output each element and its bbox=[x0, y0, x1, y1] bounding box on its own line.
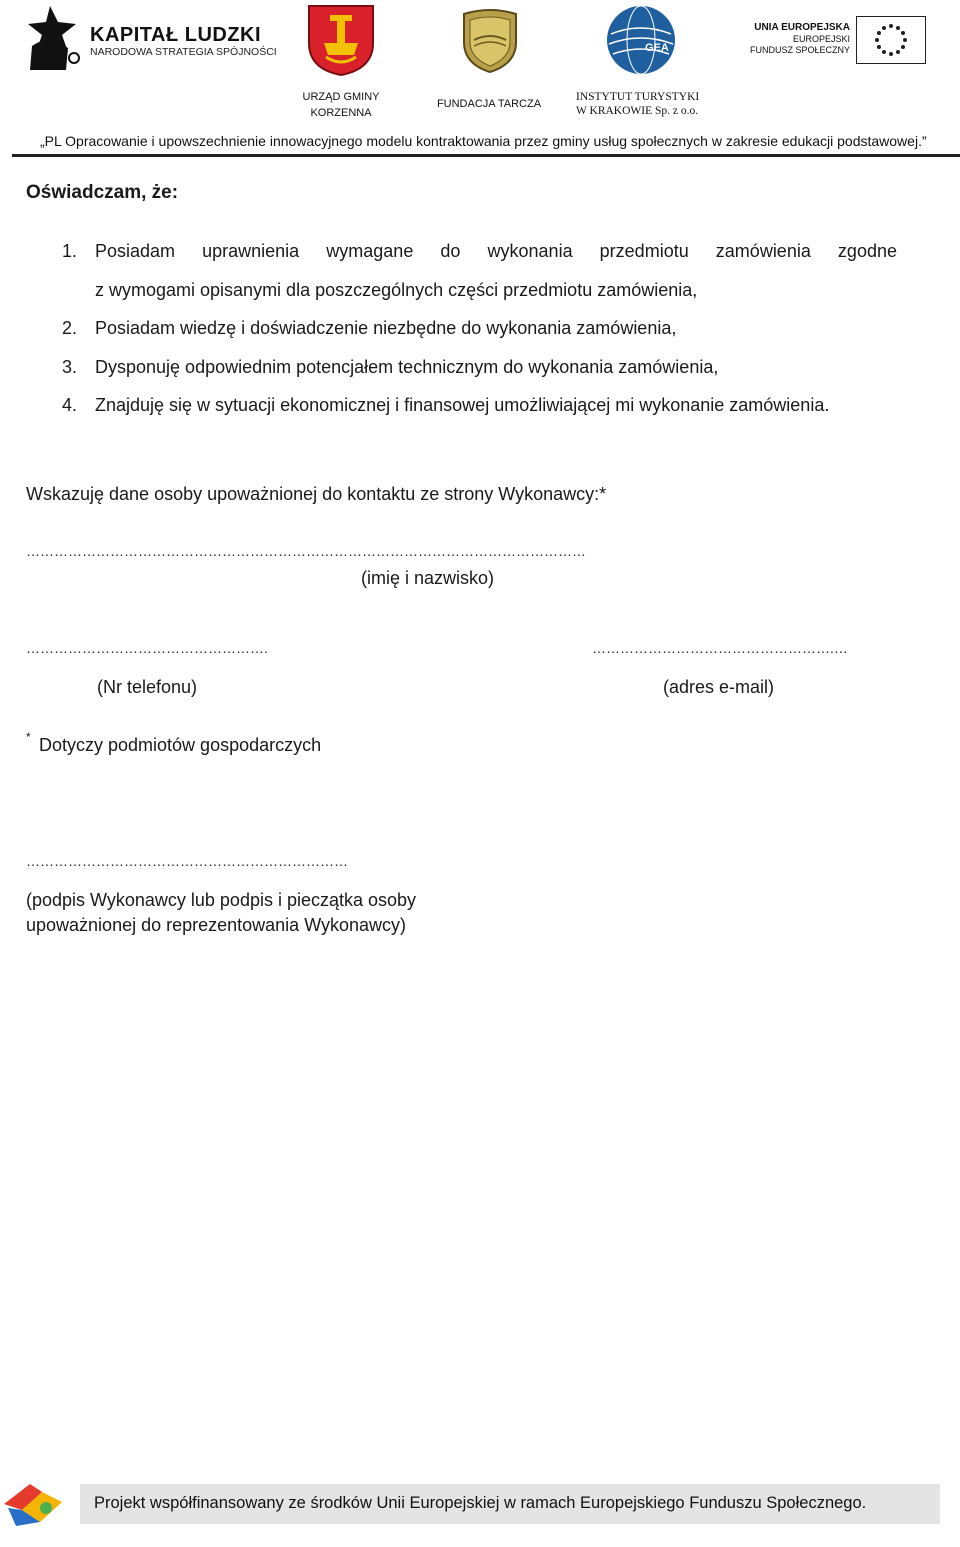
declaration-item-3-number: 3. bbox=[62, 357, 78, 377]
email-field-line[interactable]: …………………………………………….… bbox=[592, 640, 848, 656]
declaration-heading: Oświadczam, że: bbox=[26, 182, 179, 203]
puzzle-icon bbox=[0, 1478, 68, 1532]
tarcza-label: FUNDACJA TARCZA bbox=[436, 98, 542, 110]
instytut-label: INSTYTUT TURYSTYKI W KRAKOWIE Sp. z o.o. bbox=[576, 91, 700, 117]
korzenna-label: URZĄD GMINY KORZENNA bbox=[302, 91, 380, 119]
email-field-label: (adres e-mail) bbox=[663, 677, 775, 697]
declaration-item-4-number: 4. bbox=[62, 395, 78, 415]
kapital-ludzki-emblem-icon bbox=[28, 4, 88, 72]
declaration-item-4-text: Znajduję się w sytuacji ekonomicznej i finansowej umożliwiającej mi wykonanie zamówienia. bbox=[95, 395, 830, 415]
kapital-ludzki-title: KAPITAŁ LUDZKI bbox=[90, 24, 262, 46]
signature-line[interactable]: …………………………………………………………… bbox=[26, 853, 348, 869]
fundacja-tarcza-emblem bbox=[460, 6, 520, 74]
gea-logo bbox=[605, 4, 677, 76]
declaration-item-1-continuation: z wymogami opisanymi dla poszczególnych części przedmiotu zamówienia, bbox=[95, 280, 698, 300]
declaration-item-1-number: 1. bbox=[62, 241, 78, 261]
contact-prompt: Wskazuję dane osoby upoważnionej do kontaktu ze strony Wykonawcy:* bbox=[26, 484, 607, 504]
eu-text-block bbox=[738, 22, 850, 56]
eu-flag bbox=[856, 16, 926, 64]
phone-field-line[interactable]: ……………………………………………. bbox=[26, 640, 268, 656]
footer-text: Projekt współfinansowany ze środków Unii Europejskiej w ramach Europejskiego Funduszu Społecznego. bbox=[94, 1494, 867, 1512]
project-title: „PL Opracowanie i upowszechnienie innowacyjnego modelu kontraktowania przez gminy usług społecznych w zakresie edukacji podstawowej.” bbox=[40, 133, 927, 149]
declaration-item-3-text: Dysponuję odpowiednim potencjałem technicznym do wykonania zamówienia, bbox=[95, 357, 719, 377]
korzenna-shield-icon bbox=[306, 3, 376, 77]
eu-fund-label-2: FUNDUSZ SPOŁECZNY bbox=[749, 45, 850, 55]
signature-label-line-1: (podpis Wykonawcy lub podpis i pieczątka osoby bbox=[26, 890, 417, 910]
eu-stars-icon bbox=[857, 17, 925, 63]
footnote-mark: * bbox=[26, 730, 31, 744]
declaration-item-2-number: 2. bbox=[62, 318, 78, 338]
declaration-item-1-text: Posiadam uprawnienia wymagane do wykonania przedmiotu zamówienia zgodne bbox=[95, 241, 897, 261]
kapital-ludzki-logo bbox=[28, 4, 277, 74]
declaration-item-2-text: Posiadam wiedzę i doświadczenie niezbędne do wykonania zamówienia, bbox=[95, 318, 677, 338]
korzenna-coat-of-arms bbox=[306, 3, 376, 77]
puzzle-logo bbox=[0, 1478, 68, 1532]
eu-fund-label-1: EUROPEJSKI bbox=[792, 34, 850, 44]
phone-field-label: (Nr telefonu) bbox=[97, 677, 198, 697]
footnote-text: Dotyczy podmiotów gospodarczych bbox=[39, 735, 322, 755]
kapital-ludzki-subtitle: NARODOWA STRATEGIA SPÓJNOŚCI bbox=[90, 46, 277, 58]
gea-globe-icon bbox=[605, 4, 677, 76]
signature-label-line-2: upoważnionej do reprezentowania Wykonawcy) bbox=[26, 915, 407, 935]
name-field-label: (imię i nazwisko) bbox=[361, 568, 495, 588]
header-rule bbox=[12, 154, 960, 157]
name-field-line[interactable]: ………………………………………………………………………………………………………… bbox=[26, 543, 586, 559]
footer-band bbox=[80, 1484, 940, 1524]
eu-union-label: UNIA EUROPEJSKA bbox=[754, 22, 850, 33]
gea-label: GEA bbox=[645, 42, 669, 54]
tarcza-shield-icon bbox=[460, 6, 520, 74]
